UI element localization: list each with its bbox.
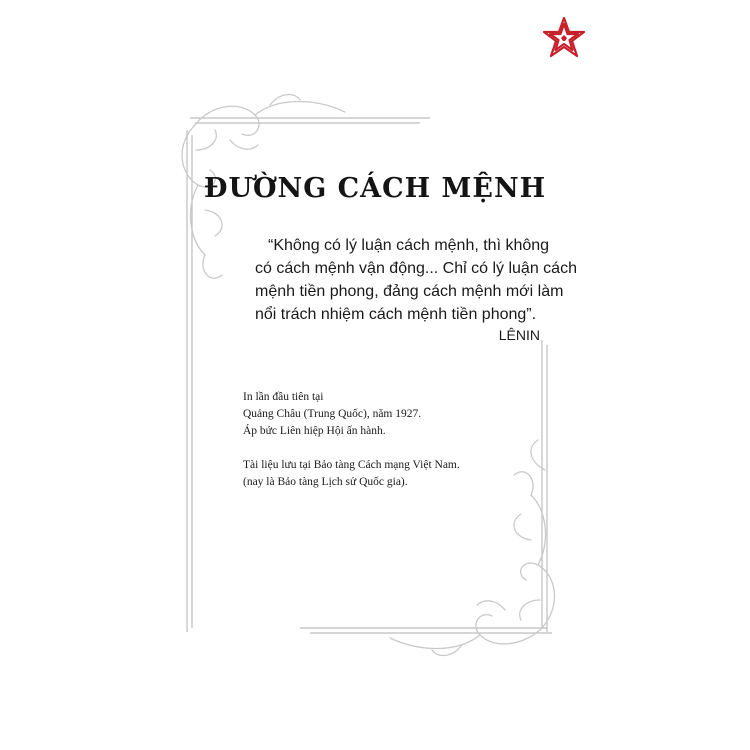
publication-line: Quảng Châu (Trung Quốc), năm 1927. <box>243 408 422 420</box>
quote-line: mệnh tiền phong, đảng cách mệnh mới làm <box>255 283 564 300</box>
quote-line: “Không có lý luận cách mệnh, thì không <box>268 237 550 254</box>
quote-line: có cách mệnh vận động... Chỉ có lý luận cách <box>255 260 577 277</box>
spacer <box>243 440 543 457</box>
lenin-quote <box>255 234 577 326</box>
publication-line: In lần đầu tiên tại <box>243 391 324 403</box>
archive-line: Tài liệu lưu tại Bảo tàng Cách mạng Việt Nam. <box>243 459 460 471</box>
publisher-logo-icon <box>541 16 587 62</box>
quote-line: nổi trách nhiệm cách mệnh tiền phong”. <box>255 306 537 323</box>
archive-line: (nay là Bảo tàng Lịch sử Quốc gia). <box>243 476 408 488</box>
publication-line: Áp bức Liên hiệp Hội ấn hành. <box>243 425 386 437</box>
publication-info <box>243 389 543 491</box>
quote-author: LÊNIN <box>498 327 540 343</box>
book-title: ĐƯỜNG CÁCH MỆNH <box>203 173 547 204</box>
